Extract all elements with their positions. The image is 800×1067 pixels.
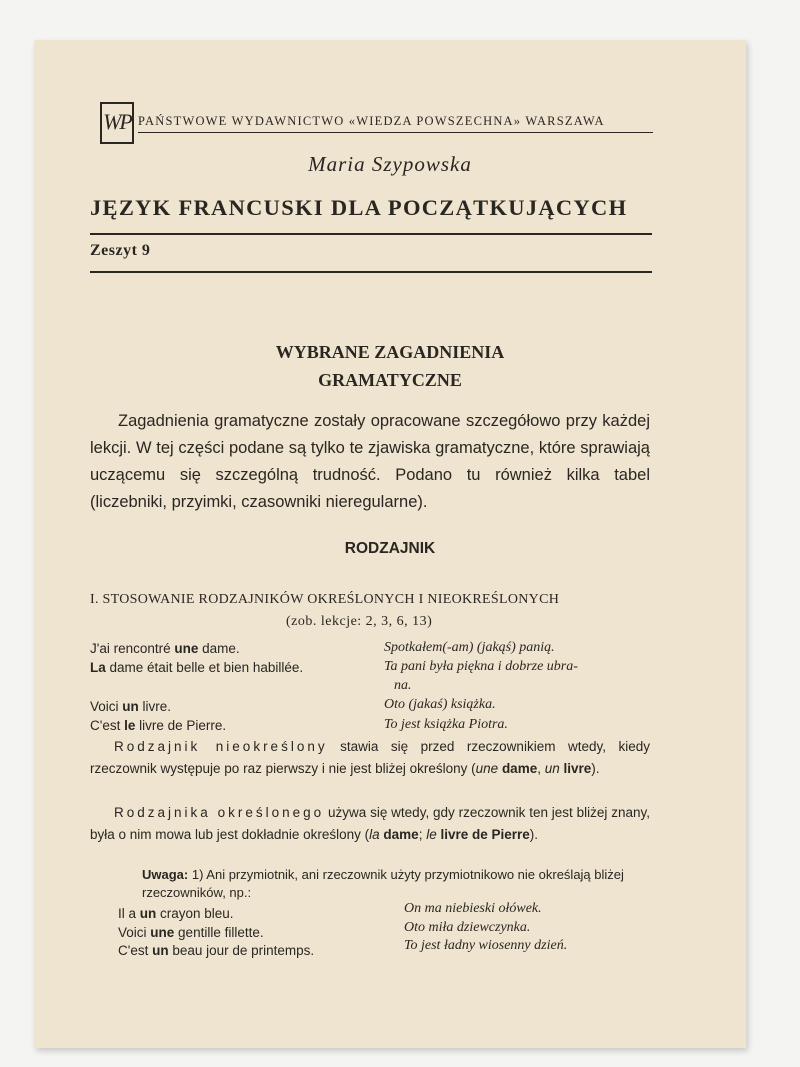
example-pl: Oto (jakaś) książka. <box>384 697 496 712</box>
lesson-reference: (zob. lekcje: 2, 3, 6, 13) <box>286 614 433 629</box>
indefinite-article-paragraph: Rodzajnik nieokreślony stawia się przed rzeczownikiem wtedy, kiedy rzeczownik występuje po raz pierwszy i nie jest bliżej określony (une dame, un livre). <box>90 739 650 776</box>
publisher-logo <box>100 102 134 144</box>
note-example-pl: To jest ładny wiosenny dzień. <box>404 938 568 953</box>
example-fr: Voici un livre. <box>90 699 172 714</box>
example-fr: C'est le livre de Pierre. <box>90 718 227 733</box>
logo-mark: WP <box>103 109 131 134</box>
example-pl: Ta pani była piękna i dobrze ubra- <box>384 659 578 674</box>
note-example-fr: Voici une gentille fillette. <box>118 925 264 940</box>
example-pl: To jest książka Piotra. <box>384 717 508 732</box>
article-subheading: I. STOSOWANIE RODZAJNIKÓW OKREŚLONYCH I NIEOKREŚLONYCH <box>90 592 560 607</box>
publisher-line: PAŃSTWOWE WYDAWNICTWO «WIEDZA POWSZECHNA» WARSZAWA <box>138 114 605 128</box>
definite-article-paragraph: Rodzajnika określonego używa się wtedy, gdy rzeczownik ten jest bliżej znany, była o nim mowa lub jest dokładnie określony (la dame; le livre de Pierre). <box>90 805 651 842</box>
note-example-fr: C'est un beau jour de printemps. <box>118 943 315 958</box>
note-example-pl: On ma niebieski ołówek. <box>404 901 542 916</box>
issue-number: Zeszyt 9 <box>90 242 151 259</box>
issue-rule <box>90 271 652 273</box>
example-pl: na. <box>394 678 412 693</box>
book-page <box>34 40 746 1048</box>
note-example-fr: Il a un crayon bleu. <box>118 906 234 921</box>
publisher-rule <box>138 132 653 133</box>
article-heading: RODZAJNIK <box>344 540 436 557</box>
example-pl: Spotkałem(-am) (jakąś) panią. <box>384 640 555 655</box>
example-fr: J'ai rencontré une dame. <box>90 641 240 656</box>
note-example-pl: Oto miła dziewczynka. <box>404 920 531 935</box>
example-fr: La dame était belle et bien habillée. <box>90 660 304 675</box>
author: Maria Szypowska <box>308 152 472 176</box>
book-title: JĘZYK FRANCUSKI DLA POCZĄTKUJĄCYCH <box>90 195 628 220</box>
note-paragraph: Uwaga: 1) Ani przymiotnik, ani rzeczownik użyty przymiotnikowo nie określają bliżej rzeczowników, np.: <box>142 867 624 900</box>
title-rule <box>90 233 652 235</box>
section-title-line2: GRAMATYCZNE <box>318 370 462 390</box>
section-title-line1: WYBRANE ZAGADNIENIA <box>275 342 505 362</box>
intro-paragraph: Zagadnienia gramatyczne zostały opracowane szczegółowo przy każdej lekcji. W tej części podane są tylko te zjawiska gramatyczne, które sprawiają uczącemu się szczególną trudność. Podano tu również kilka tabel (liczebniki, przyimki, czasowniki nieregularne). <box>90 412 650 511</box>
